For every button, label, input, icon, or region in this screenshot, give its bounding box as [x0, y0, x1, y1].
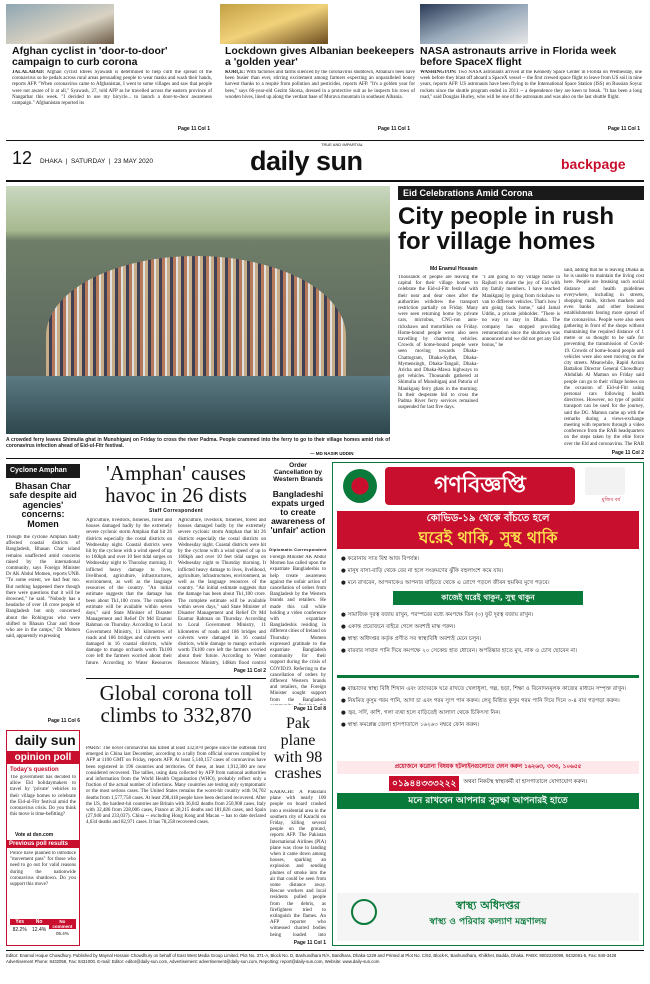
bees-photo: [220, 4, 328, 44]
ad-slogan: মনে রাখবেন আপনার সুরক্ষা আপনারই হাতে: [337, 793, 639, 809]
result-yes: Yes 82.2%: [10, 919, 29, 941]
imprint: Editor: Enamul Hoque Chowdhury. Published by Maynal Hossain Chowdhury on behalf of East West Media Group Limited, Plot No. 371-A, Block No. D, Bashundhara R/A, Baridhara, Dhaka-1229 and Printed at Plot No. C/52, Block-K, Bashundhara, Khilkhet, Badda, Dhaka. PABX: 9002220099, 8432081-5, Fax: 840-3428 Advertisement Phone: 8432058, Fax: 8431000. E-mail: Editor: editor@daily-sun.com, Advertisement: advertisement@daily-sun.com, Reporting: report@daily-sun.com, Website: www.daily-sun.com: [6, 953, 617, 964]
ad-phone[interactable]: ০১৯৪৪৩৩৩২২২: [389, 776, 459, 791]
mujib-label: মুজিব বর্ষ: [601, 497, 621, 503]
lead-photo: [6, 186, 390, 434]
yellow-band: ঘরেই থাকি, সুস্থ থাকি: [337, 527, 639, 549]
lead-col-2: "I am going to my village home in Rajbari to share the joy of Eid with my family members. I have reached Manikganj by going from rickshaw to van to different vehicles. That's how I am going back home," said Jamal Uddin, a private jobholder. "There is no way to stay in Dhaka. The company has stopped providing remuneration since the shutdown was announced and we did not get any Eid bonus," he: [482, 275, 560, 349]
ad-bullet: ● করোনায় সাত বিশ্ব আজ বিপর্যস্ত।: [341, 556, 420, 562]
continuation: Page 11 Col 8: [293, 706, 326, 712]
cyclist-photo: [6, 4, 114, 44]
poll-question: The government has decided to allow Eid holidaymakers to travel by 'private' vehicles to their village homes to celebrate the Eid-ul-Fitr festival amid the coronavirus crisis. Do you think this move is time-befitting?: [10, 775, 76, 818]
continuation: Page 11 Col 6: [47, 718, 80, 724]
continuation: Page 11 Col 2: [611, 450, 644, 456]
ad-bullet: ● বাচ্চাদের স্বাস্থ্য বিধি শিখান এবং তাদেরকে ঘরে রাখতে খেলাধুলা, গল্প, ছড়া, শিক্ষা ও বিনোদনমূলক কাজের মাধ্যমে সম্পৃক্ত রাখুন।: [341, 686, 627, 692]
govt-emblem-icon: [343, 469, 377, 503]
story-body: JALALABAD: Afghan cyclist Idrees Syawash is determined to help curb the spread of the coronavirus so he pedals across rural areas persuading people to wear masks and wash their hands, reports AFP. "When coronavirus came to Afghanistan, I went to some villages and saw that people were not aware of it at all," Syawash, 27, told AFP as he travelled across the eastern province of Nangarhar this week. "I decided to use my bicycle... to launch a door-to-door awareness campaign." Afghanistan reported its: [12, 70, 212, 107]
ad-footer: [337, 813, 639, 941]
expats-byline: Diplomatic Correspondent: [269, 547, 327, 552]
dateline: DHAKA | SATURDAY | 23 MAY 2020: [40, 158, 153, 165]
amphan-byline: Staff Correspondent: [148, 508, 204, 514]
ad-ministry: স্বাস্থ্য ও পরিবার কল্যাণ মন্ত্রণালয়: [429, 917, 547, 927]
photo-caption: A crowded ferry leaves Shimulia ghat in Munshiganj on Friday to cross the river Padma. People crammed into the ferry to go to their village homes amid risk of coronavirus infection ahead of Eid-ul-Fitr festival.: [6, 437, 390, 450]
masthead-rule: [6, 180, 644, 182]
brand-logo[interactable]: daily sun: [250, 146, 363, 176]
amphan-headline[interactable]: 'Amphan' causes havoc in 26 dists: [105, 461, 247, 508]
govt-ad: [332, 462, 644, 946]
green-band: কাজেই ঘরেই থাকুন, সুস্থ থাকুন: [393, 591, 583, 605]
vote-link[interactable]: Vote at dsn.com: [15, 832, 54, 838]
ad-bullet: ● একান্ত প্রয়োজনে বাইরে গেলে অবশ্যই মাস্ক পরুন।: [341, 624, 456, 630]
side-kicker: Cyclone Amphan: [6, 464, 80, 478]
ad-bullets-mid: [341, 609, 637, 657]
global-body: PARIS: The novel coronavirus has killed at least 332,870 people since the outbreak first emerged in China last December, according to a tally from official sources compiled by AFP at 1100 GMT on Friday, reports AFP. At least 5,140,157 cases of coronavirus have been registered in 196 countries and territories. Of these, at least 1,912,300 are now considered recovered. The tallies, using data collected by AFP from national authorities and information from the World Health Organization (WHO), probably reflect only a fraction of the actual number of infections. Many countries are testing only symptomatic or the most serious cases. The United States remains the worst-hit country with 94,702 deaths from 1,577,758 cases. At least 298,418 people have been declared recovered. After the US, the hardest-hit countries are Britain with 36,042 deaths from 250,908 cases, Italy with 32,486 from 228,006 cases, France at 28,215 deaths and 181,826 cases, and Spain (27,940 and 233,037). China -- excluding Hong Kong and Macau -- has to date declared 4,634 deaths and 82,971 cases. It has 78,258 recovered cases.: [86, 746, 266, 826]
red-band: কোভিড-১৯ থেকে বাঁচতে হলে: [337, 511, 639, 527]
pakplane-body: KARACHI: A Pakistani plane with nearly 100 people on board crashed into a residential area in the southern city of Karachi on Friday, killing several people on the ground, reports AFP. The Pakistan International Airlines (PIA) plane was close to landing when it came down among houses, sparking an explosion and sending plumes of smoke into the air that could be seen from some distance away. Rescue workers and local residents pulled people from the debris, as firefighters tried to extinguish the flames. An AFP reporter who witnessed charred bodies being loaded into: [270, 790, 326, 938]
lead-headline[interactable]: City people in rush for village homes: [398, 203, 615, 256]
story-headline[interactable]: Lockdown gives Albanian beekeepers a 'golden year': [225, 45, 415, 69]
brand-tagline: TRUE AND IMPARTIAL: [321, 142, 364, 147]
section-rule: [6, 458, 644, 459]
poll-title: opinion poll: [7, 751, 79, 764]
ad-bullet: ● মনে রাখবেন, আপনাকেও আপনার বাড়িতে থেকে এ রোগে পড়লে জীবন হুমকির মুখে পড়বে।: [341, 580, 550, 586]
story-body: KORÇË: With factories and farms silenced by the coronavirus shutdown, Albania's bees have been busier than ever, stirring excitement among farmers expecting an unparalleled honey harvest thanks to a respite from pollution and pesticides, reports AFP. "It's a golden year for bees," says 66-year-old Gezim Skorsa, dressed in a protective suit as he inspects his rows of wooden hives, lined up along the verdant base of Morava mountain in southeast Albania.: [225, 70, 415, 100]
opinion-poll: [6, 730, 80, 946]
side-headline[interactable]: Bhasan Char safe despite aid agencies' concerns: Momen: [9, 481, 77, 529]
health-logo-icon: [351, 899, 377, 925]
river-shape: [6, 376, 390, 434]
expats-headline[interactable]: Bangladeshi expats urged to create awareness of 'unfair' action: [270, 489, 326, 535]
masthead-rule: [6, 140, 644, 141]
poll-results: [10, 919, 76, 941]
footer-rule: [6, 950, 644, 951]
ad-bullet: ● স্বাস্থ্য অধিদপ্তর কর্তৃক প্রণীত সব স্বাস্থ্যবিধি অবশ্যই মেনে চলুন।: [341, 636, 482, 642]
continuation: Page 11 Col 1: [177, 126, 210, 132]
continuation: Page 11 Col 1: [293, 940, 326, 946]
section-label: backpage: [561, 156, 626, 172]
ad-bullet: ● নিয়মিত কুসুম গরম পানি, আদা চা এবং গরম স্যুপ পান করুন। লেবু মিশ্রিত কুসুম গরম পানি দিয়ে দিনে ৩-৪ বার গড়গড়া করুন।: [341, 698, 620, 704]
mujib-logo-icon: [585, 467, 625, 495]
ad-bullet: ● সামাজিক দূরত্ব বজায় রাখুন, পরস্পরের মধ্যে কমপক্ষে তিন (৩) ফুট দূরত্ব বজায় রাখুন।: [341, 612, 534, 618]
ad-bullets-top: [341, 553, 637, 589]
ad-bullets-bottom: [341, 683, 637, 731]
lead-byline: Md Enamul Hossain: [430, 266, 478, 272]
result-no-comment: No comment 05.4%: [49, 919, 76, 941]
astronauts-photo: [420, 4, 528, 44]
story-body: WASHINGTON: Two NASA astronauts arrived at the Kennedy Space Center in Florida on Wednesday, one week before they blast off aboard a SpaceX vessel -- the first crewed space flight to leave from US soil in nine years, reports AFP. US astronauts have been flying to the International Space Station (ISS) on Russian Soyuz rockets since the shuttle program ended in 2011 -- a dependence they are keen to break. "It has been a long road," said Douglas Hurley, who will be one of the astronauts and was also on the last shuttle flight.: [420, 70, 642, 100]
story-headline[interactable]: Afghan cyclist in 'door-to-door' campaign to curb corona: [12, 45, 168, 69]
ad-header: [335, 465, 641, 509]
prev-poll-label: Previous poll results: [7, 840, 79, 848]
ad-title: গণবিজ্ঞপ্তি: [385, 467, 575, 505]
lead-kicker: Eid Celebrations Amid Corona: [398, 186, 644, 200]
photo-credit: — MD NASIR UDDIN: [310, 451, 354, 456]
ad-phone-note: অথবা নিকটস্থ স্বাস্থ্যকর্মী বা হাসপাতালে যোগাযোগ করুন।: [463, 779, 587, 785]
continuation: Page 11 Col 2: [233, 668, 266, 674]
page-number: 12: [12, 148, 33, 168]
expats-kicker: Order Cancellation by Western Brands: [273, 462, 323, 483]
poll-question-label: Today's question: [10, 767, 59, 773]
ad-bullet: ● স্বাস্থ্য কমপ্লেক্স জেলা হাসপাতালে ১৬২৬৩ নম্বরে ফোন করুন।: [341, 722, 480, 728]
amphan-body-col2: Agriculture, livestock, fisheries, forest and houses damaged badly by the extremely severe cyclonic storm Amphan that hit 26 districts especially the costal districts on Wednesday night. Coastal districts were hit by the cyclone with a wind speed of up to 160kph and over 10 feet tidal surges on Wednesday night to Thursday morning. It inflicted heavy damage to lives, livelihood, agriculture, infrastructures, environment, as well as the language resources of the country. "An initial estimate suggests that the damage has been about Tk1,100 crore. The complete estimate will be available within seven days," said State Minister of Disaster Management and Relief Dr Md Enamur Rahman on Thursday. According to Local Government Ministry, 11 kilometres of roads and 186 bridges and culverts were damaged in 16 coastal districts, while damage to mango orchards worth Tk100 core left the farmers worried about their future. According to Water Resources Ministry, 148km flood control: [178, 518, 266, 666]
ad-dept: স্বাস্থ্য অধিদপ্তর: [456, 899, 520, 912]
ad-hotline: প্রয়োজনে করোনা বিষয়ক হটলাইনগুলোতে ফোন করুন ১৬২৬৩, ৩৩৩, ১০৬৫৫: [337, 761, 639, 774]
expats-body: Foreign Minister AK Abdul Momen has called upon the expatriate Bangladeshis to help create awareness against the unfair action of cancellation of orders from Bangladesh by the Western brands and retailers. He made this call while holding a video conference with expatriate Bangladeshis residing in different cities of Ireland on Thursday. Momen expressed gratitude to the expatriate Bangladesh community for their support during the crisis of COVID19. Referring to the cancellation of orders by different Western brands and retailers, the Foreign Minister sought support from the Bangladesh: [270, 555, 326, 703]
ad-bullet: ● জ্বর, সর্দি, কাশি, গলা ব্যথা হলে বাড়িতেই আলাদা থেকে চিকিৎসা নিন।: [341, 710, 501, 716]
ad-phone-row: [337, 776, 639, 790]
story-headline[interactable]: NASA astronauts arrive in Florida week before SpaceX flight: [420, 45, 617, 69]
pakplane-headline[interactable]: Pak plane with 98 crashes: [273, 715, 323, 783]
amphan-body: Agriculture, livestock, fisheries, forest and houses damaged badly by the extremely severe cyclonic storm Amphan that hit 26 districts especially the costal districts on Wednesday night. Coastal districts were hit by the cyclone with a wind speed of up to 160kph and over 10 feet tidal surges on Wednesday night to Thursday morning. It inflicted heavy damage to lives, livelihood, agriculture, infrastructures, environment, as well as the language resources of the country. "An initial estimate suggests that the damage has been about Tk1,100 crore. The complete estimate will be available within seven days," said State Minister of Disaster Management and Relief Dr Md Enamur Rahman on Thursday. According to Local Government Ministry, 11 kilometres of roads and 186 bridges and culverts were damaged in 16 coastal districts, while damage to mango orchards worth Tk100 core left the farmers worried about their future. According to Water Resources: [86, 518, 172, 666]
global-headline[interactable]: Global corona toll climbs to 332,870: [99, 681, 253, 728]
lead-col-1: Thousands of people are leaving the capital for their village homes to celebrate the Eid-ul-Fitr festival with their near and dear ones after the authorities withdrew the transport restriction partially on Friday. Many were seen returning home by private cars, microbus, CNG-run auto-rickshaws and motorbikes on Friday. Home-bound people were also seen travelling by chartering vehicles. Crowds of home-bound people were seen moving towards Dhaka-Chattogram, Dhaka-Sylhet, Dhaka-Mymensingh, Dhaka-Tangail, Dhaka-Aricha and Dhaka-Mawa highways to get vehicles. Thousands gathered at Shimulia of Munshiganj and Paturia of Manikganj ferry ghats in the morning. In their desperate bid to cross the Padma River ferry services remained suspended for last five days.: [398, 275, 478, 411]
ad-divider: [337, 675, 639, 678]
continuation: Page 11 Col 1: [607, 126, 640, 132]
masthead: [6, 142, 644, 178]
side-body: Though the cyclone Amphan badly affected coastal districts of Bangladesh, Bhasan Char island remains unaffected amid concerns raised by the international community, says Foreign Minister Dr AK Abdul Momen, reports UNB. "To some extent, we had fear too. But nothing happened there though there were questions that it will be drowned," he said. "Nobody has a headache of over 18 crore people of Bangladesh but only concerned about the Rohingyas who were shifted to Bhasan Char and those who are in the camps," Dr Momen said, apparently expressing: [6, 535, 80, 640]
top-stories-strip: [0, 0, 650, 136]
ad-bullet: ● বারবার সাবান পানি দিয়ে কমপক্ষে ২০ সেকেন্ড হাত ধোবেন। অপরিষ্কার হাতে মুখ, নাক ও চোখ ছোবেন না।: [341, 648, 578, 654]
ad-bullet: ● মানুষ বাসা-বাড়ি থেকে বের না হলে সংক্রমণের ঝুঁকি বহুলাংশে কমে যায়।: [341, 568, 504, 574]
prev-question: Police have planned to introduce "movement pass" for those who need to go out for valid reasons during the nationwide coronavirus shutdown. Do you support this move?: [10, 851, 76, 888]
continuation: Page 11 Col 1: [377, 126, 410, 132]
result-no: No 12.4%: [29, 919, 48, 941]
lead-col-3: said, adding that he is leaving Dhaka as he is unable to maintain the living cost here. People are breaking such social distance and health guidelines everywhere, including in streets, shopping malls, kitchen markets and even banks and other business establishments fearing more spread of the coronavirus. People were also seen gathering in front of the shops without maintaining the required distance of 1 metre or so thought to be safe for preventing the transmission of Covid-19. Crowds of home-bound people and vehicles were also seen moving on the city streets. Meanwhile, Rapid Action Battalion Director General Chowdhury Abdullah Al Mamun on Friday said people can go to their village homes on the occasion of Eid-ul-Fitr using personal cars following health directives. However, no type of public transport can be used for the journey, said the DG. Mamun came up with the remarks during a views-exchange meeting with reporters through a video conference from the RAB headquarters on the steps taken by the elite force over the Eid and coronavirus. The RAB: [564, 268, 644, 447]
poll-brand: daily sun: [15, 732, 76, 748]
section-rule: [86, 678, 266, 679]
